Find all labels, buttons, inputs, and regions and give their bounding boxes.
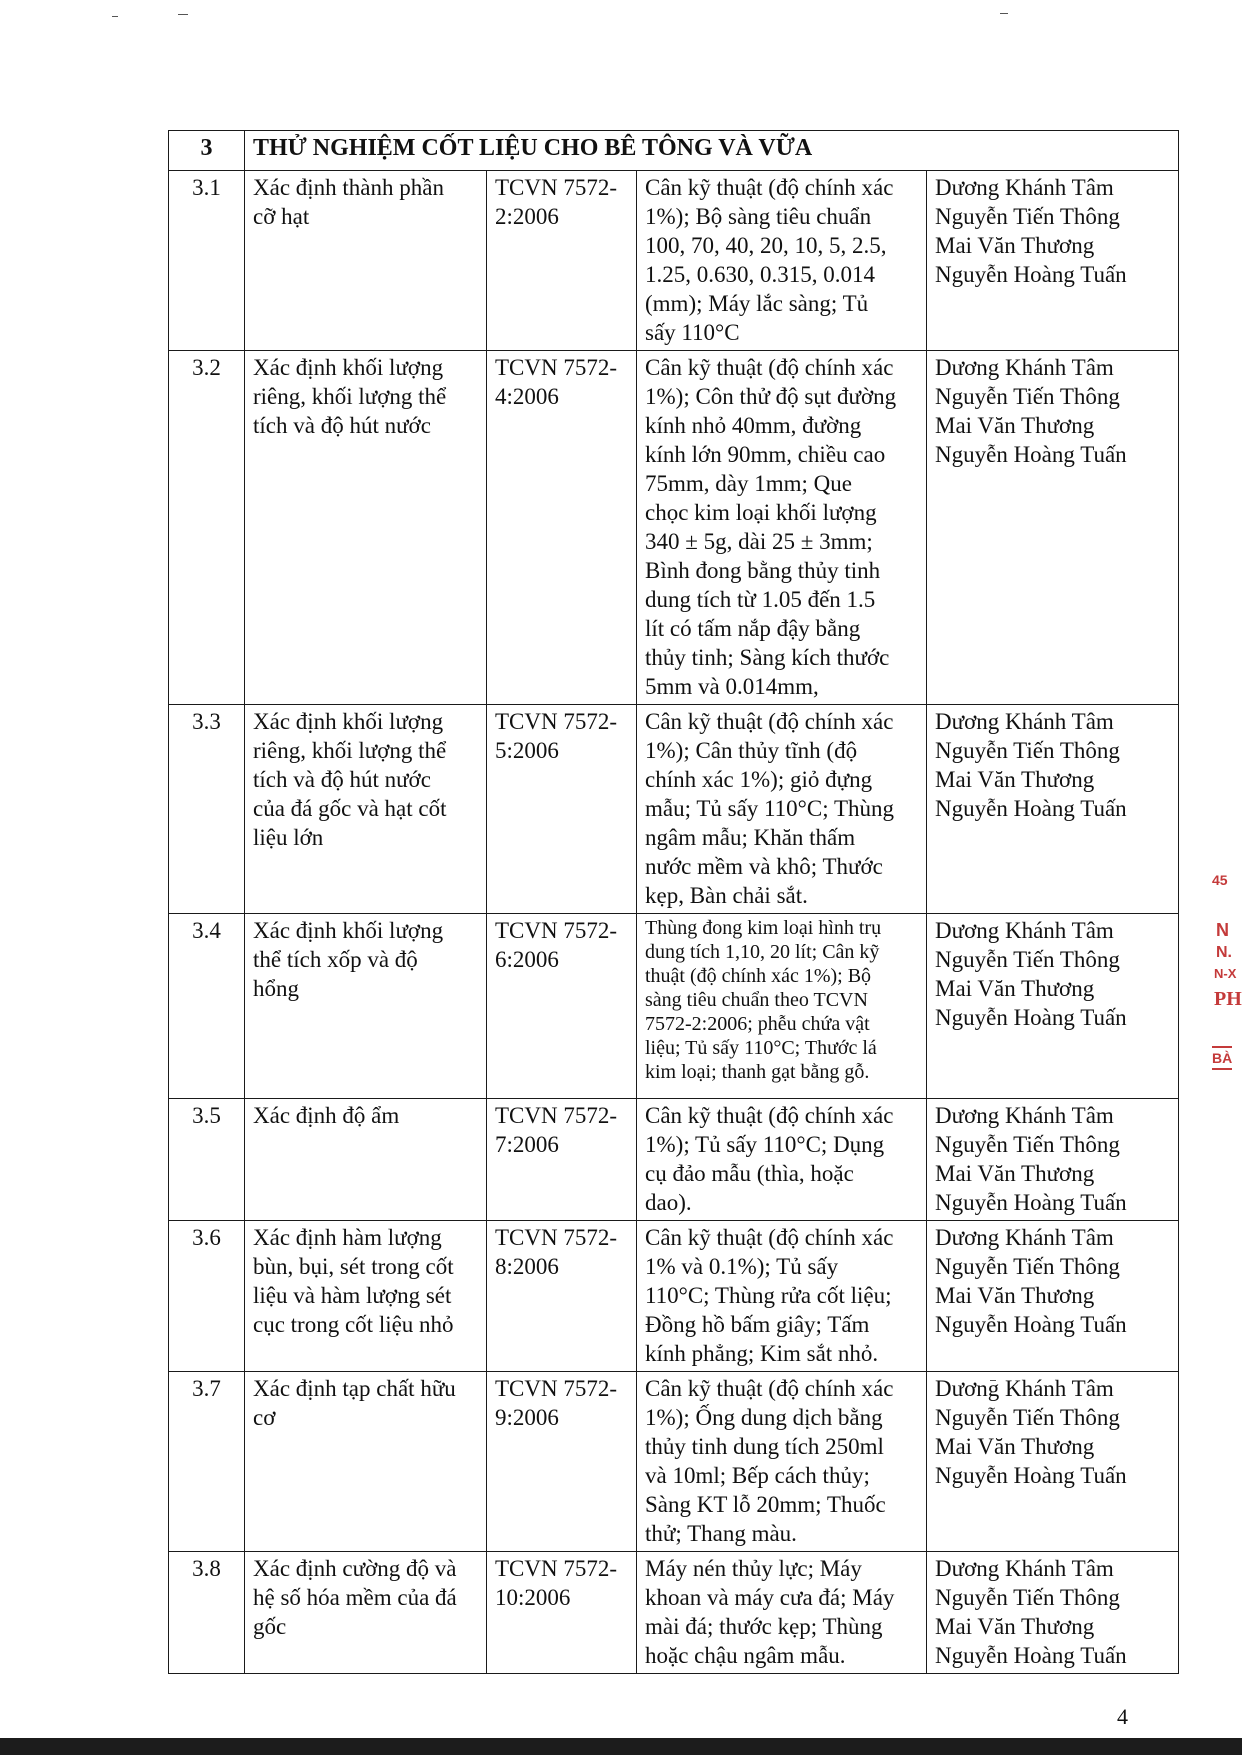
test-equipment-line: thủy tinh; Sàng kích thước — [645, 645, 890, 670]
item-number-text: 3.5 — [192, 1103, 221, 1128]
scan-border — [0, 1738, 1242, 1755]
test-personnel-line: Nguyễn Hoàng Tuấn — [935, 262, 1127, 287]
test-equipment-line: Cân kỹ thuật (độ chính xác — [645, 355, 894, 380]
test-name-line: tích và độ hút nước — [253, 413, 431, 438]
item-number — [169, 171, 245, 351]
test-personnel — [927, 914, 1179, 1099]
test-name-line: bùn, bụi, sét trong cốt — [253, 1254, 454, 1279]
test-personnel-line: Nguyễn Tiến Thông — [935, 1254, 1120, 1279]
test-personnel-line: Mai Văn Thương — [935, 1161, 1095, 1186]
item-number — [169, 1372, 245, 1552]
test-name — [245, 914, 487, 1099]
test-standard-line: 9:2006 — [495, 1405, 559, 1430]
test-name-line: thể tích xốp và độ — [253, 947, 418, 972]
table-row — [169, 1221, 1179, 1372]
test-equipment-line: dung tích 1,10, 20 lít; Cân kỹ — [645, 941, 880, 963]
test-equipment-line: khoan và máy cưa đá; Máy — [645, 1585, 895, 1610]
test-equipment-line: dao). — [645, 1190, 692, 1215]
test-equipment-line: 110°C; Thùng rửa cốt liệu; — [645, 1283, 892, 1308]
test-name-line: cơ — [253, 1405, 276, 1430]
test-personnel-line: Nguyễn Tiến Thông — [935, 384, 1120, 409]
test-personnel-line: Nguyễn Tiến Thông — [935, 204, 1120, 229]
test-equipment-line: mẫu; Tủ sấy 110°C; Thùng — [645, 796, 894, 821]
test-personnel — [927, 1552, 1179, 1674]
test-equipment-line: Cân kỹ thuật (độ chính xác — [645, 175, 894, 200]
test-equipment — [637, 1221, 927, 1372]
item-number — [169, 1221, 245, 1372]
test-standard-line: TCVN 7572- — [495, 1103, 618, 1128]
test-equipment-line: Cân kỹ thuật (độ chính xác — [645, 1376, 894, 1401]
item-number — [169, 351, 245, 705]
test-standard — [487, 914, 637, 1099]
test-equipment-line: Cân kỹ thuật (độ chính xác — [645, 1225, 894, 1250]
test-personnel-line: Mai Văn Thương — [935, 1283, 1095, 1308]
stamp-text: N. — [1216, 944, 1232, 961]
test-standard — [487, 1221, 637, 1372]
test-personnel-line: Mai Văn Thương — [935, 767, 1095, 792]
test-equipment-line: 340 ± 5g, dài 25 ± 3mm; — [645, 529, 873, 554]
test-personnel-line: Nguyễn Hoàng Tuấn — [935, 1190, 1127, 1215]
test-equipment-line: 1% và 0.1%); Tủ sấy — [645, 1254, 839, 1279]
test-equipment-line: sấy 110°C — [645, 320, 740, 345]
test-equipment-line: nước mềm và khô; Thước — [645, 854, 883, 879]
test-name-line: Xác định khối lượng — [253, 355, 444, 380]
test-personnel-line: Nguyễn Hoàng Tuấn — [935, 796, 1127, 821]
test-name-line: cục trong cốt liệu nhỏ — [253, 1312, 454, 1337]
item-number-text: 3.7 — [192, 1376, 221, 1401]
test-personnel-line: Dương Khánh Tâm — [935, 175, 1114, 200]
test-name-line: Xác định tạp chất hữu — [253, 1376, 456, 1401]
test-equipment-line: kẹp, Bàn chải sắt. — [645, 883, 808, 908]
test-personnel-line: Dương Khánh Tâm — [935, 1376, 1114, 1401]
item-number-text: 3.6 — [192, 1225, 221, 1250]
test-equipment-line: 75mm, dày 1mm; Que — [645, 471, 852, 496]
test-equipment-line: ngâm mẫu; Khăn thấm — [645, 825, 856, 850]
table-row — [169, 1099, 1179, 1221]
test-personnel-line: Nguyễn Tiến Thông — [935, 1132, 1120, 1157]
test-personnel-line: Mai Văn Thương — [935, 976, 1095, 1001]
test-equipment-line: mài đá; thước kẹp; Thùng — [645, 1614, 883, 1639]
red-stamp-fragment — [1208, 860, 1242, 1100]
test-standard-line: TCVN 7572- — [495, 709, 618, 734]
test-name-line: hổng — [253, 976, 299, 1001]
test-personnel-line: Nguyễn Tiến Thông — [935, 738, 1120, 763]
test-equipment-line: 1%); Tủ sấy 110°C; Dụng — [645, 1132, 885, 1157]
test-equipment-line: lít có tấm nắp đậy bằng — [645, 616, 861, 641]
test-standard — [487, 705, 637, 914]
stamp-text: PH — [1214, 988, 1242, 1010]
table-row — [169, 705, 1179, 914]
test-standard-line: 8:2006 — [495, 1254, 559, 1279]
test-standard — [487, 1552, 637, 1674]
test-personnel-line: Nguyễn Hoàng Tuấn — [935, 1005, 1127, 1030]
test-standard-line: TCVN 7572- — [495, 918, 618, 943]
test-equipment-line: 5mm và 0.014mm, — [645, 674, 819, 699]
test-equipment-line: (mm); Máy lắc sàng; Tủ — [645, 291, 869, 316]
test-equipment-line: 7572-2:2006; phễu chứa vật — [645, 1013, 870, 1035]
test-equipment-line: kính nhỏ 40mm, đường — [645, 413, 862, 438]
test-name-line: Xác định hàm lượng — [253, 1225, 442, 1250]
item-number — [169, 1552, 245, 1674]
test-equipment — [637, 351, 927, 705]
test-standard — [487, 351, 637, 705]
test-equipment-line: chính xác 1%); giỏ đựng — [645, 767, 873, 792]
test-equipment-line: kính phẳng; Kim sắt nhỏ. — [645, 1341, 879, 1366]
test-equipment — [637, 171, 927, 351]
test-equipment — [637, 705, 927, 914]
test-personnel — [927, 351, 1179, 705]
test-personnel-line: Mai Văn Thương — [935, 233, 1095, 258]
test-equipment-line: chọc kim loại khối lượng — [645, 500, 877, 525]
section-number: 3 — [169, 131, 245, 171]
table-row — [169, 351, 1179, 705]
test-equipment-line: Thùng đong kim loại hình trụ — [645, 917, 882, 939]
test-equipment-line: 100, 70, 40, 20, 10, 5, 2.5, — [645, 233, 887, 258]
test-equipment-line: Đồng hồ bấm giây; Tấm — [645, 1312, 870, 1337]
test-personnel-line: Dương Khánh Tâm — [935, 709, 1114, 734]
item-number-text: 3.8 — [192, 1556, 221, 1581]
test-personnel-line: Dương Khánh Tâm — [935, 1225, 1114, 1250]
test-equipment-line: thủy tinh dung tích 250ml — [645, 1434, 884, 1459]
table-row — [169, 1552, 1179, 1674]
test-equipment-line: 1%); Cân thủy tĩnh (độ — [645, 738, 858, 763]
test-equipment-line: thử; Thang màu. — [645, 1521, 797, 1546]
test-name — [245, 1372, 487, 1552]
test-standard-line: TCVN 7572- — [495, 1225, 618, 1250]
stamp-text: N-X — [1214, 966, 1237, 981]
test-standard-line: 5:2006 — [495, 738, 559, 763]
test-name-line: Xác định khối lượng — [253, 918, 444, 943]
test-name — [245, 351, 487, 705]
test-equipment-line: Sàng KT lỗ 20mm; Thuốc — [645, 1492, 886, 1517]
test-personnel-line: Dương Khánh Tâm — [935, 1103, 1114, 1128]
test-equipment-line: và 10ml; Bếp cách thủy; — [645, 1463, 870, 1488]
test-personnel-line: Dương Khánh Tâm — [935, 1556, 1114, 1581]
stamp-text: N — [1216, 920, 1229, 940]
test-equipment-line: Máy nén thủy lực; Máy — [645, 1556, 862, 1581]
test-standard-line: TCVN 7572- — [495, 355, 618, 380]
test-personnel-line: Dương Khánh Tâm — [935, 355, 1114, 380]
test-name — [245, 1552, 487, 1674]
test-standard — [487, 171, 637, 351]
test-standard — [487, 1372, 637, 1552]
test-personnel — [927, 1099, 1179, 1221]
test-name — [245, 171, 487, 351]
table-row — [169, 1372, 1179, 1552]
test-personnel — [927, 1221, 1179, 1372]
test-personnel-line: Mai Văn Thương — [935, 1434, 1095, 1459]
test-standard — [487, 1099, 637, 1221]
test-personnel-line: Nguyễn Tiến Thông — [935, 1405, 1120, 1430]
table-row — [169, 914, 1179, 1099]
test-name-line: Xác định cường độ và — [253, 1556, 457, 1581]
test-personnel — [927, 705, 1179, 914]
test-equipment — [637, 1552, 927, 1674]
test-scope-table — [168, 130, 1179, 1674]
test-equipment-line: 1%); Côn thử độ sụt đường — [645, 384, 897, 409]
item-number — [169, 914, 245, 1099]
item-number — [169, 1099, 245, 1221]
test-name — [245, 1099, 487, 1221]
page-number: 4 — [1117, 1704, 1128, 1729]
test-name-line: gốc — [253, 1614, 287, 1639]
test-standard-line: TCVN 7572- — [495, 175, 618, 200]
test-equipment-line: Cân kỹ thuật (độ chính xác — [645, 709, 894, 734]
test-standard-line: 6:2006 — [495, 947, 559, 972]
test-equipment — [637, 914, 927, 1099]
test-standard-line: 2:2006 — [495, 204, 559, 229]
test-name-line: Xác định thành phần — [253, 175, 444, 200]
item-number-text: 3.3 — [192, 709, 221, 734]
test-personnel-line: Nguyễn Tiến Thông — [935, 1585, 1120, 1610]
test-equipment — [637, 1099, 927, 1221]
test-personnel — [927, 1372, 1179, 1552]
test-name-line: riêng, khối lượng thể — [253, 738, 447, 763]
test-equipment — [637, 1372, 927, 1552]
item-number — [169, 705, 245, 914]
test-name-line: tích và độ hút nước — [253, 767, 431, 792]
stamp-text: BÀ — [1212, 1046, 1232, 1070]
test-name-line: liệu lớn — [253, 825, 324, 850]
test-name-line: Xác định khối lượng — [253, 709, 444, 734]
test-name-line: riêng, khối lượng thể — [253, 384, 447, 409]
test-standard-line: TCVN 7572- — [495, 1556, 618, 1581]
test-personnel-line: Nguyễn Hoàng Tuấn — [935, 1463, 1127, 1488]
test-personnel-line: Nguyễn Tiến Thông — [935, 947, 1120, 972]
test-equipment-line: 1%); Bộ sàng tiêu chuẩn — [645, 204, 872, 229]
test-equipment-line: thuật (độ chính xác 1%); Bộ — [645, 965, 872, 987]
test-name-line: cỡ hạt — [253, 204, 310, 229]
test-equipment-line: sàng tiêu chuẩn theo TCVN — [645, 989, 868, 1011]
test-name — [245, 705, 487, 914]
test-standard-line: 10:2006 — [495, 1585, 571, 1610]
test-equipment-line: 1%); Ống dung dịch bằng — [645, 1405, 883, 1430]
test-equipment-line: cụ đảo mẫu (thìa, hoặc — [645, 1161, 854, 1186]
test-standard-line: 7:2006 — [495, 1132, 559, 1157]
item-number-text: 3.2 — [192, 355, 221, 380]
item-number-text: 3.1 — [192, 175, 221, 200]
test-equipment-line: liệu; Tủ sấy 110°C; Thước lá — [645, 1037, 877, 1059]
test-equipment-line: dung tích từ 1.05 đến 1.5 — [645, 587, 876, 612]
test-personnel-line: Nguyễn Hoàng Tuấn — [935, 1643, 1127, 1668]
test-name — [245, 1221, 487, 1372]
test-name-line: liệu và hàm lượng sét — [253, 1283, 452, 1308]
test-personnel — [927, 171, 1179, 351]
stamp-text: 45 — [1212, 872, 1228, 888]
test-equipment-line: Bình đong bằng thủy tinh — [645, 558, 881, 583]
item-number-text: 3.4 — [192, 918, 221, 943]
test-name-line: hệ số hóa mềm của đá — [253, 1585, 457, 1610]
test-personnel-line: Dương Khánh Tâm — [935, 918, 1114, 943]
test-personnel-line: Nguyễn Hoàng Tuấn — [935, 1312, 1127, 1337]
test-personnel-line: Mai Văn Thương — [935, 1614, 1095, 1639]
test-equipment-line: kim loại; thanh gạt bằng gỗ. — [645, 1061, 870, 1083]
test-name-line: của đá gốc và hạt cốt — [253, 796, 447, 821]
section-header-row — [169, 131, 1179, 171]
test-name-line: Xác định độ ẩm — [253, 1103, 400, 1128]
test-personnel-line: Mai Văn Thương — [935, 413, 1095, 438]
test-equipment-line: hoặc chậu ngâm mẫu. — [645, 1643, 846, 1668]
test-standard-line: TCVN 7572- — [495, 1376, 618, 1401]
test-standard-line: 4:2006 — [495, 384, 559, 409]
test-equipment-line: Cân kỹ thuật (độ chính xác — [645, 1103, 894, 1128]
test-personnel-line: Nguyễn Hoàng Tuấn — [935, 442, 1127, 467]
table-row — [169, 171, 1179, 351]
test-equipment-line: 1.25, 0.630, 0.315, 0.014 — [645, 262, 875, 287]
test-equipment-line: kính lớn 90mm, chiều cao — [645, 442, 886, 467]
section-title: THỬ NGHIỆM CỐT LIỆU CHO BÊ TÔNG VÀ VỮA — [245, 131, 1179, 171]
